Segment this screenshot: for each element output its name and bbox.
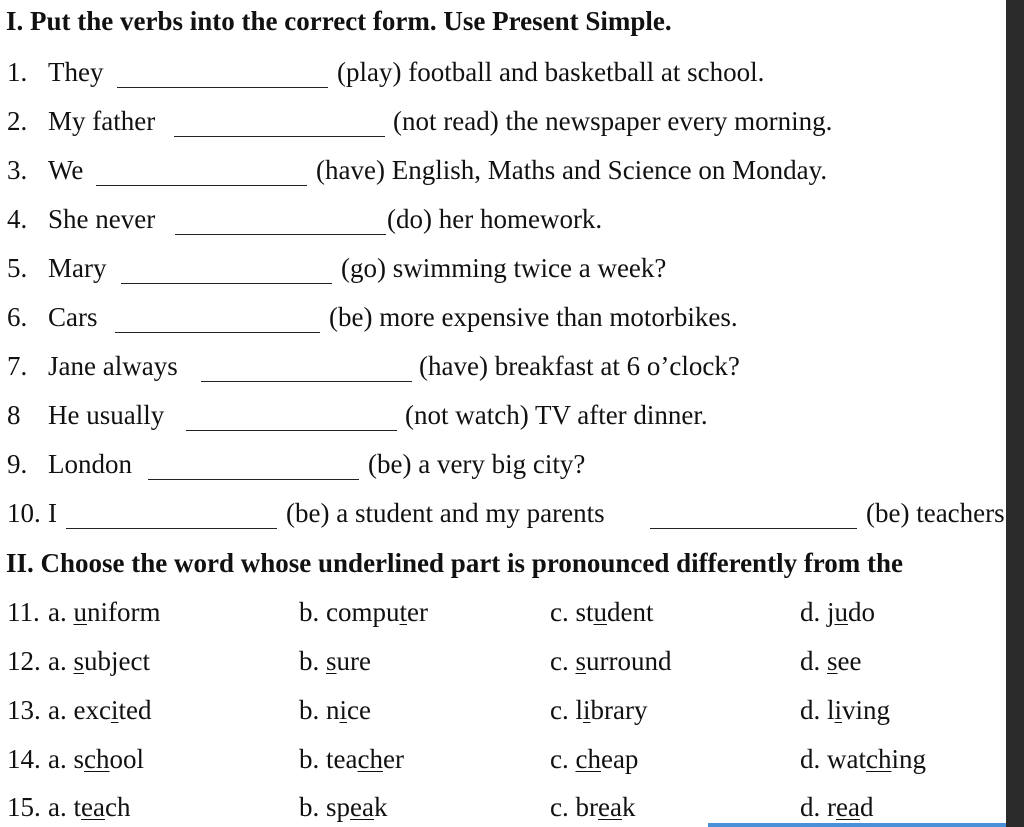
underlined-part: ea — [597, 792, 622, 822]
answer-blank[interactable] — [66, 528, 277, 529]
answer-blank[interactable] — [148, 479, 359, 480]
item-number: 11. — [7, 597, 40, 627]
answer-blank[interactable] — [117, 87, 328, 88]
answer-blank[interactable] — [115, 332, 320, 333]
option-a[interactable]: a. uniform — [48, 597, 161, 627]
item-prompt: (not read) the newspaper every morning. — [393, 106, 833, 136]
item-number: 10. — [7, 498, 41, 528]
scroll-indicator — [708, 823, 1006, 827]
section-2-heading: II. Choose the word whose underlined part is pronounced differently from the — [6, 548, 904, 578]
option-c[interactable]: c. student — [550, 597, 654, 627]
choice-row-14 — [0, 744, 1006, 784]
answer-blank[interactable] — [186, 430, 397, 431]
underlined-part: ch — [357, 744, 383, 774]
underlined-part: u — [73, 597, 87, 627]
answer-blank[interactable] — [201, 381, 412, 382]
item-prompt: (do) her homework. — [387, 204, 603, 234]
exercise-row-2 — [0, 106, 1006, 146]
item-number: 6. — [7, 302, 28, 332]
option-d[interactable]: d. watching — [800, 744, 926, 774]
item-subject: I — [48, 498, 57, 528]
underlined-part: ea — [836, 792, 860, 822]
exercise-row-3 — [0, 155, 1006, 195]
option-d[interactable]: d. judo — [800, 597, 876, 627]
option-c[interactable]: c. library — [550, 695, 648, 725]
option-b[interactable]: b. computer — [299, 597, 428, 627]
choice-row-11 — [0, 597, 1006, 637]
option-c[interactable]: c. break — [550, 792, 636, 822]
item-prompt: (have) English, Maths and Science on Monday. — [316, 155, 828, 185]
option-a[interactable]: a. teach — [48, 792, 131, 822]
underlined-part: s — [575, 646, 586, 676]
choice-row-12 — [0, 646, 1006, 686]
item-number: 12. — [7, 646, 41, 676]
option-c[interactable]: c. cheap — [550, 744, 639, 774]
item-prompt: (play) football and basketball at school. — [337, 57, 765, 87]
underlined-part: i — [110, 695, 119, 725]
choice-row-13 — [0, 695, 1006, 735]
underlined-part: i — [834, 695, 843, 725]
option-c[interactable]: c. surround — [550, 646, 672, 676]
item-subject: We — [48, 155, 84, 185]
option-b[interactable]: b. teacher — [299, 744, 404, 774]
answer-blank[interactable] — [175, 234, 386, 235]
answer-blank[interactable] — [96, 185, 307, 186]
item-number: 13. — [7, 695, 41, 725]
item-number: 8 — [7, 400, 21, 430]
item-prompt: (have) breakfast at 6 o’clock? — [419, 351, 740, 381]
underlined-part: s — [326, 646, 337, 676]
item-subject: Cars — [48, 302, 98, 332]
item-number: 15. — [7, 792, 41, 822]
underlined-part: ch — [84, 744, 110, 774]
item-prompt: (not watch) TV after dinner. — [405, 400, 708, 430]
underlined-part: ea — [81, 792, 105, 822]
underlined-part: i — [339, 695, 348, 725]
item-prompt: (be) more expensive than motorbikes. — [329, 302, 738, 332]
option-d[interactable]: d. read — [800, 792, 874, 822]
exercise-row-9 — [0, 449, 1006, 489]
underlined-part: ch — [575, 744, 601, 774]
underlined-part: s — [827, 646, 838, 676]
underlined-part: u — [834, 597, 849, 627]
item-number: 9. — [7, 449, 28, 479]
exercise-row-6 — [0, 302, 1006, 342]
underlined-part: t — [399, 597, 408, 627]
item-subject: London — [48, 449, 132, 479]
item-subject: They — [48, 57, 104, 87]
option-a[interactable]: a. excited — [48, 695, 152, 725]
answer-blank[interactable] — [174, 136, 385, 137]
item-prompt: (go) swimming twice a week? — [341, 253, 667, 283]
underlined-part: ch — [865, 744, 892, 774]
answer-blank-second[interactable] — [650, 528, 857, 529]
item-subject: Mary — [48, 253, 107, 283]
item-prompt: (be) a student and my parents — [286, 498, 605, 528]
option-d[interactable]: d. living — [800, 695, 891, 725]
viewer-edge — [1006, 0, 1024, 827]
option-d[interactable]: d. see — [800, 646, 862, 676]
option-b[interactable]: b. speak — [299, 792, 388, 822]
answer-blank[interactable] — [121, 283, 332, 284]
item-prompt: (be) a very big city? — [368, 449, 586, 479]
underlined-part: s — [73, 646, 84, 676]
exercise-row-8 — [0, 400, 1006, 440]
exercise-row-7 — [0, 351, 1006, 391]
item-number: 7. — [7, 351, 28, 381]
item-number: 14. — [7, 744, 41, 774]
item-number: 3. — [7, 155, 28, 185]
exercise-row-4 — [0, 204, 1006, 244]
exercise-row-5 — [0, 253, 1006, 293]
item-number: 4. — [7, 204, 28, 234]
exercise-row-1 — [0, 57, 1006, 97]
item-subject: She never — [48, 204, 156, 234]
item-subject: He usually — [48, 400, 165, 430]
item-prompt-second: (be) teachers — [866, 498, 1005, 528]
option-b[interactable]: b. nice — [299, 695, 371, 725]
choice-row-15 — [0, 792, 1006, 827]
exercise-row-10 — [0, 498, 1006, 538]
item-number: 2. — [7, 106, 28, 136]
underlined-part: ea — [350, 792, 374, 822]
underlined-part: u — [593, 597, 607, 627]
item-subject: My father — [48, 106, 156, 136]
option-a[interactable]: a. school — [48, 744, 144, 774]
option-a[interactable]: a. subject — [48, 646, 150, 676]
underlined-part: i — [583, 695, 591, 725]
section-1-heading: I. Put the verbs into the correct form. Use Present Simple. — [6, 6, 672, 36]
item-subject: Jane always — [48, 351, 178, 381]
option-b[interactable]: b. sure — [299, 646, 371, 676]
item-number: 5. — [7, 253, 28, 283]
item-number: 1. — [7, 57, 28, 87]
